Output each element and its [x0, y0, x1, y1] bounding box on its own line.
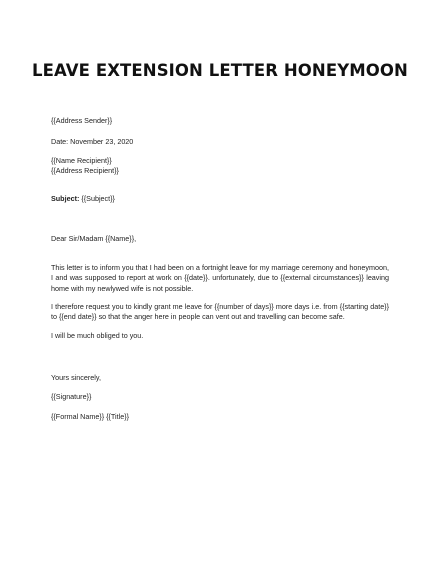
subject-label: Subject:: [51, 194, 80, 203]
subject-value: {{Subject}}: [79, 194, 115, 203]
formal-name-title: {{Formal Name}} {{Title}}: [51, 412, 130, 421]
recipient-name: {{Name Recipient}}: [51, 156, 112, 165]
recipient-address: {{Address Recipient}}: [51, 166, 119, 175]
body-paragraph-3: I will be much obliged to you.: [51, 331, 144, 340]
letter-title: LEAVE EXTENSION LETTER HONEYMOON: [32, 61, 408, 80]
salutation: Dear Sir/Madam {{Name}},: [51, 234, 137, 243]
closing: Yours sincerely,: [51, 373, 101, 382]
signature: {{Signature}}: [51, 392, 92, 401]
body-paragraph-1: This letter is to inform you that I had been on a fortnight leave for my marriage ceremony and honeymoon, I and was supposed to report at work on {{date}}. unfortunately, due to {{external circumstances}} leaving home with my newlywed wife is not possible.: [51, 263, 389, 293]
letter-date: Date: November 23, 2020: [51, 137, 134, 146]
sender-address: {{Address Sender}}: [51, 116, 113, 125]
body-paragraph-2: I therefore request you to kindly grant me leave for {{number of days}} more days i.e. from {{starting date}} to {{end date}} so that the anger here in people can vent out and travelling can become safe.: [51, 302, 389, 322]
subject-line: [51, 194, 115, 203]
